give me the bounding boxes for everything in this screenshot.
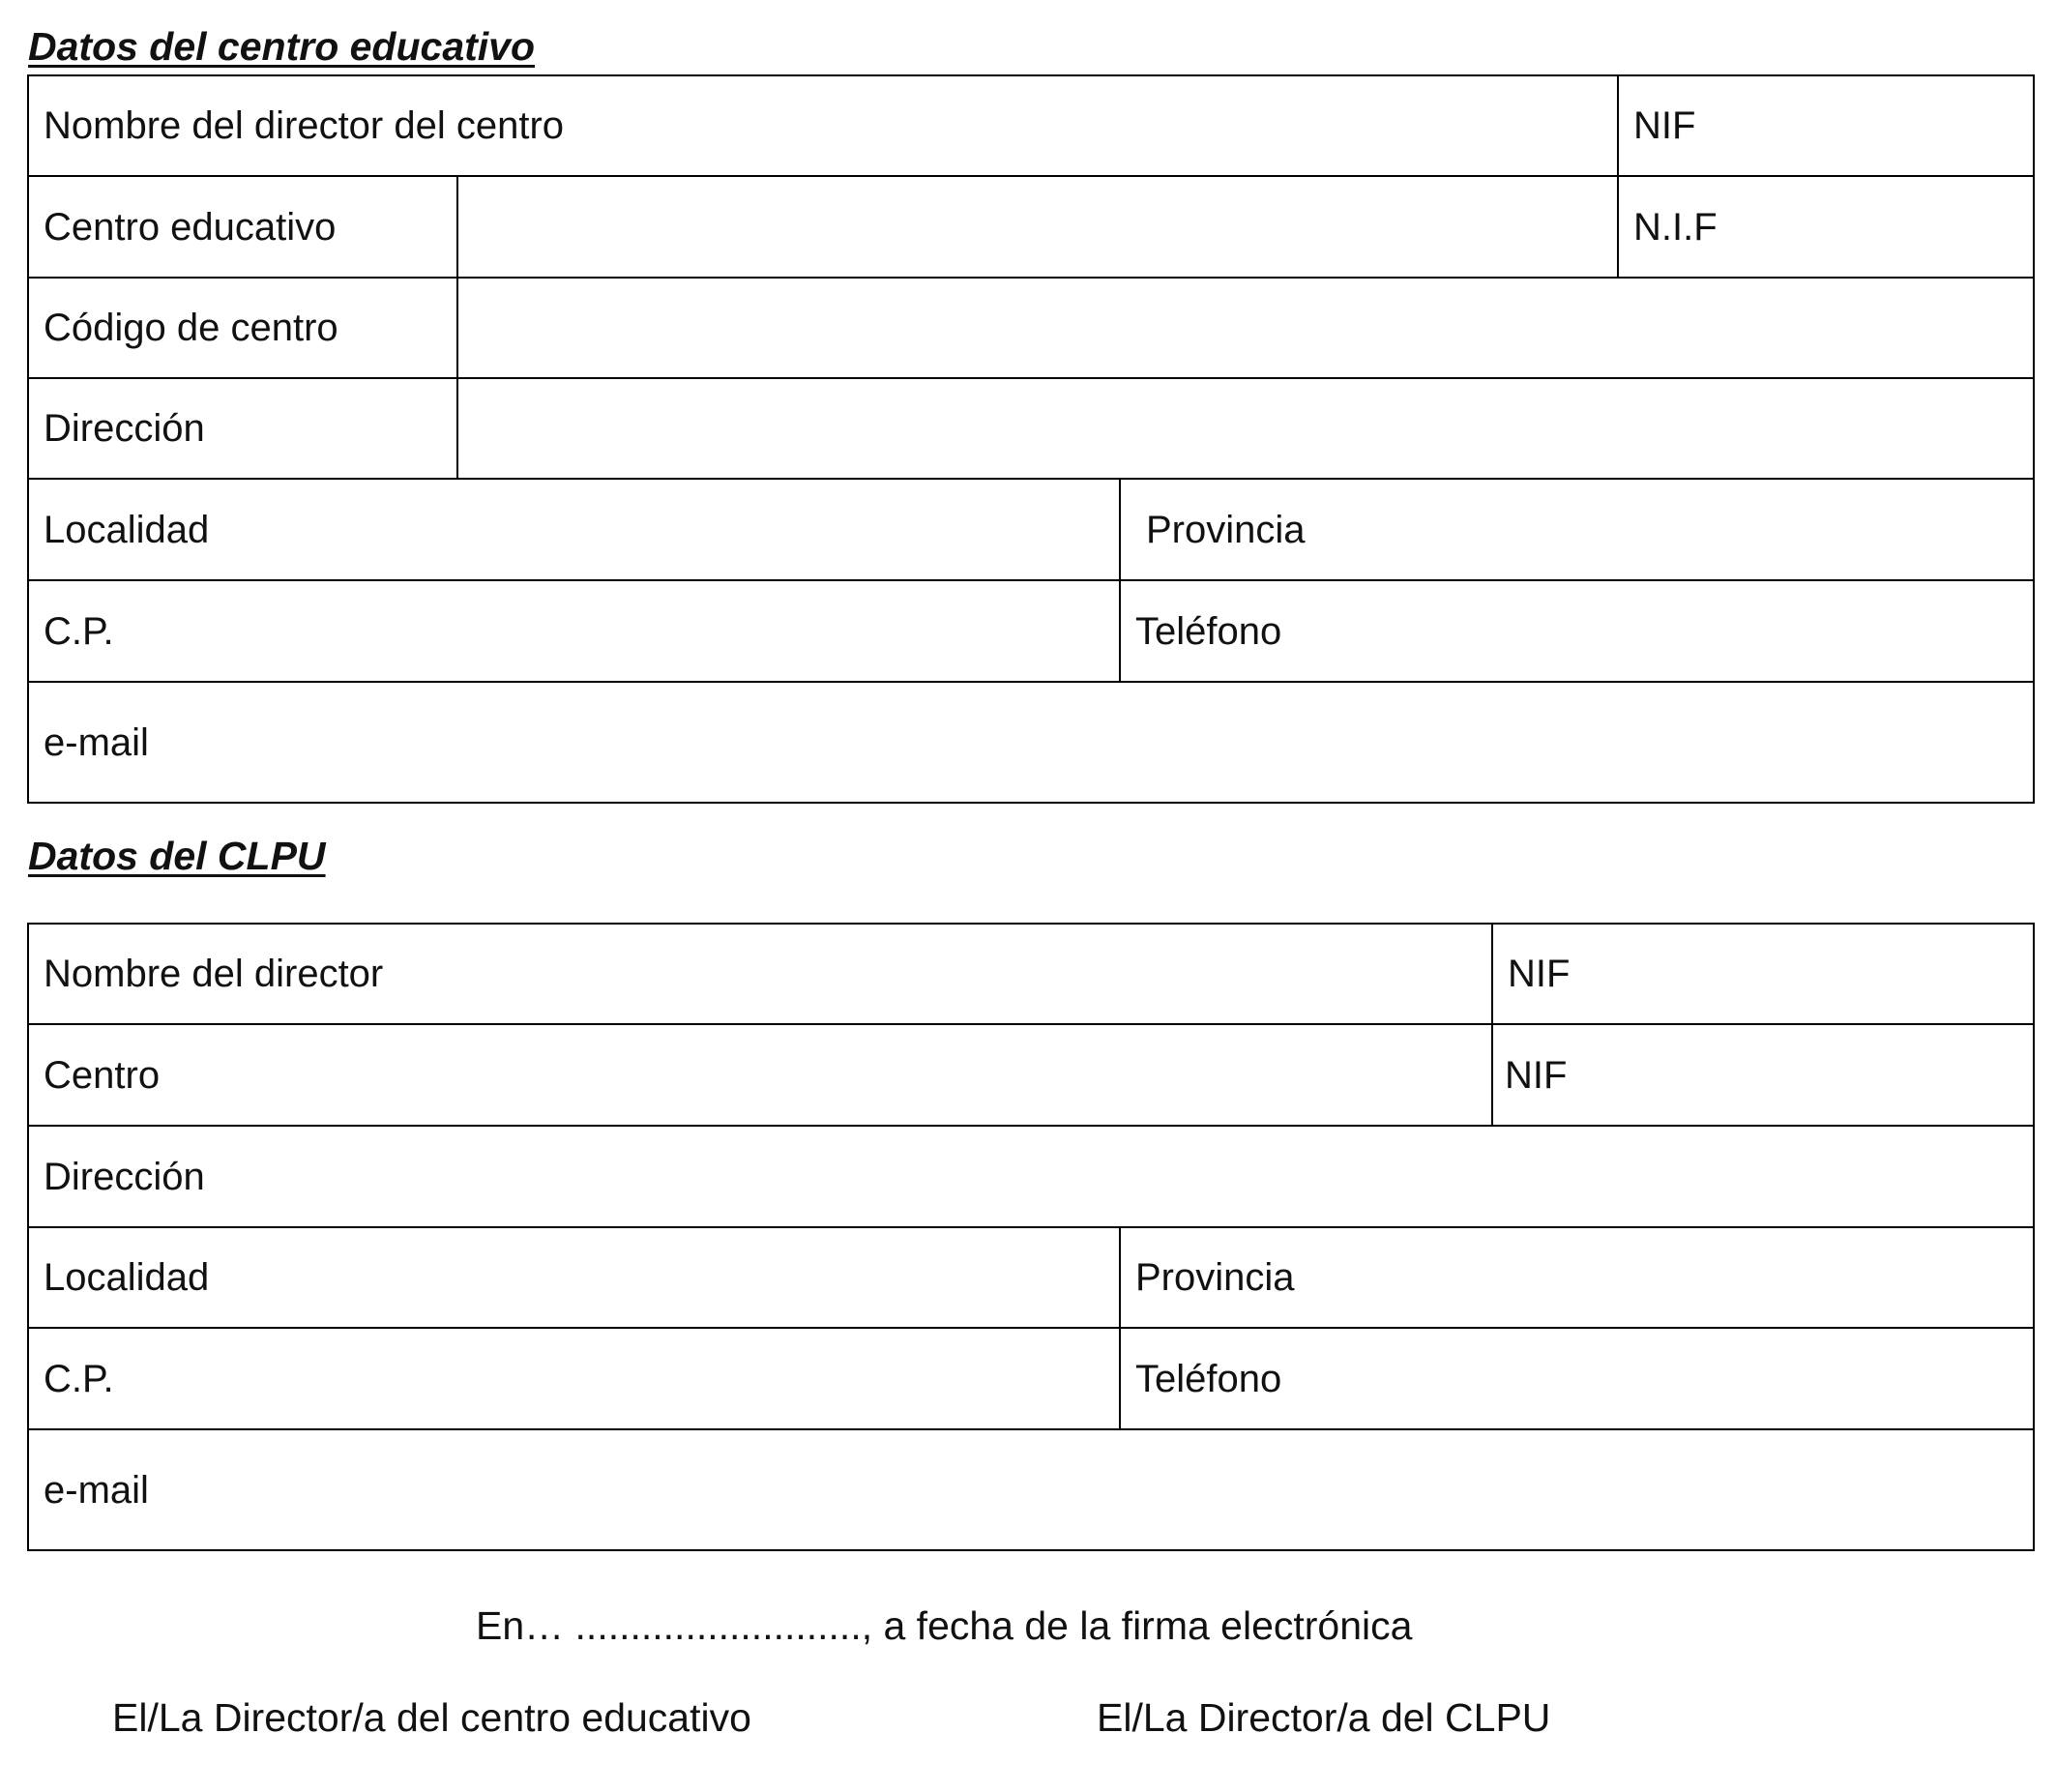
field-label: e-mail — [44, 720, 149, 764]
field-label: NIF — [1508, 953, 1571, 995]
field-label: Localidad — [44, 508, 210, 551]
field-label: Teléfono — [1135, 1357, 1282, 1400]
field-label: Provincia — [1135, 1256, 1295, 1299]
field-label: NIF — [1505, 1053, 1568, 1097]
field-nombre-director-centro[interactable] — [27, 74, 1619, 177]
field-label: e-mail — [44, 1468, 149, 1512]
field-label: Provincia — [1146, 508, 1306, 551]
field-label: Dirección — [44, 1155, 205, 1198]
section-title-centro-educativo: Datos del centro educativo — [28, 24, 536, 69]
field-cp-clpu[interactable] — [27, 1327, 1121, 1430]
field-label: N.I.F — [1633, 205, 1718, 249]
field-label: NIF — [1633, 104, 1696, 147]
label-cell-direccion — [27, 377, 458, 480]
field-label: Localidad — [44, 1256, 210, 1299]
field-centro-clpu[interactable] — [27, 1023, 1493, 1127]
field-nif-director-clpu[interactable] — [1491, 923, 2035, 1025]
field-nif-director-centro[interactable] — [1617, 74, 2035, 177]
field-telefono-clpu[interactable] — [1119, 1327, 2035, 1430]
place-date-line: En… .........................., a fecha de la firma electrónica — [476, 1603, 1413, 1648]
field-email[interactable] — [27, 681, 2035, 804]
field-codigo-centro-value[interactable] — [456, 277, 2035, 379]
field-label: C.P. — [44, 609, 114, 653]
field-label: Teléfono — [1135, 609, 1282, 653]
field-localidad[interactable] — [27, 478, 1121, 581]
field-cp[interactable] — [27, 579, 1121, 683]
label-cell-centro-educativo — [27, 175, 458, 279]
field-nombre-director-clpu[interactable] — [27, 923, 1493, 1025]
field-centro-educativo-value[interactable] — [456, 175, 1619, 279]
field-email-clpu[interactable] — [27, 1428, 2035, 1551]
field-provincia-clpu[interactable] — [1119, 1226, 2035, 1329]
field-provincia[interactable] — [1119, 478, 2035, 581]
label-cell-codigo-centro — [27, 277, 458, 379]
field-label: Nombre del director del centro — [44, 104, 565, 147]
field-label: Centro — [44, 1053, 161, 1097]
field-label: Código de centro — [44, 307, 338, 349]
field-nif-centro-educativo[interactable] — [1617, 175, 2035, 279]
signature-label-centro-educativo: El/La Director/a del centro educativo — [112, 1695, 751, 1740]
field-nif-centro-clpu[interactable] — [1491, 1023, 2035, 1127]
signature-label-clpu: El/La Director/a del CLPU — [1097, 1695, 1551, 1740]
field-direccion-value[interactable] — [456, 377, 2035, 480]
section-title-clpu: Datos del CLPU — [28, 834, 326, 878]
field-label: Centro educativo — [44, 205, 337, 249]
field-telefono[interactable] — [1119, 579, 2035, 683]
field-label: C.P. — [44, 1357, 114, 1400]
field-label: Dirección — [44, 407, 205, 450]
field-localidad-clpu[interactable] — [27, 1226, 1121, 1329]
field-direccion-clpu[interactable] — [27, 1125, 2035, 1228]
field-label: Nombre del director — [44, 953, 384, 995]
